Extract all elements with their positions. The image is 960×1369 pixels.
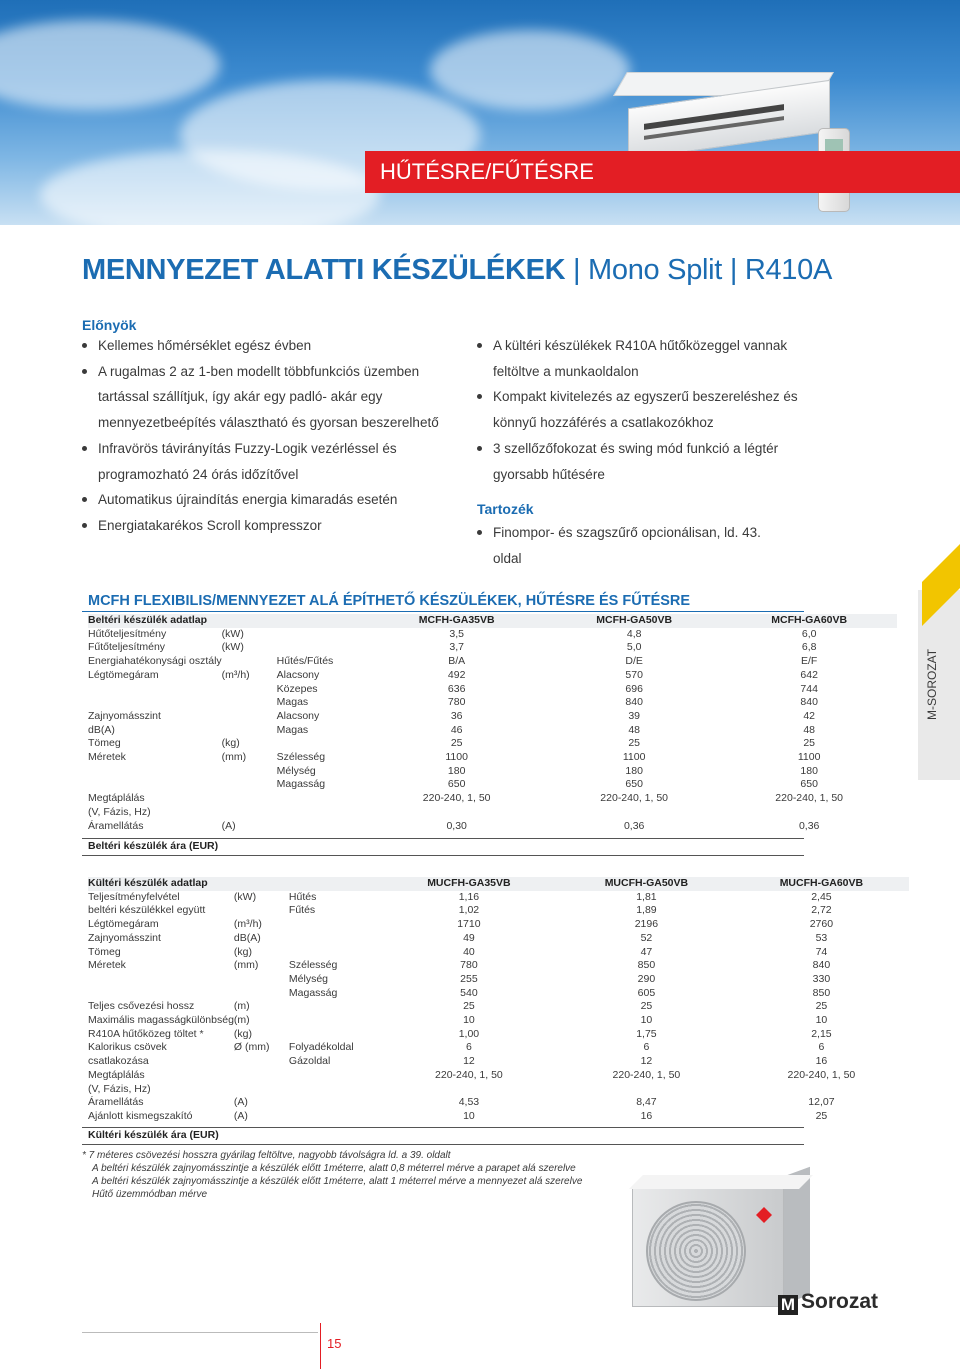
table-title: MCFH FLEXIBILIS/MENNYEZET ALÁ ÉPÍTHETŐ KÉSZÜLÉKEK, HŰTÉSRE ÉS FŰTÉSRE [88,593,691,609]
table-cell [222,696,277,710]
table-cell: 650 [447,778,466,791]
table-cell: 840 [800,696,818,709]
header-cell: Beltéri készülék adatlap [88,614,222,628]
table-cell [547,806,722,820]
indoor-unit-image [620,72,825,152]
table-cell: 1,16 [458,890,480,903]
table-cell: 220-240, 1, 50 [787,1068,856,1081]
table-cell: D/E [625,655,643,668]
header-cell: Kültéri készülék adatlap [88,877,234,891]
table-cell: 6,0 [801,627,817,640]
table-cell: Légtömegáram [88,918,159,931]
table-cell [289,1028,379,1042]
table-cell: 36 [450,709,463,722]
table-cell [88,683,222,697]
table-cell: 696 [625,682,643,695]
footer-divider [82,1332,318,1333]
table-cell: 2196 [634,918,659,931]
table-cell: 1100 [622,751,646,764]
table-row [88,1055,909,1069]
table-cell [222,683,277,697]
table-cell: Energiahatékonysági osztály [88,655,222,668]
header-cell: MCFH-GA35VB [367,614,547,628]
page-title: MENNYEZET ALATTI KÉSZÜLÉKEK | Mono Split | R410A [82,254,832,286]
table-row [88,710,897,724]
table-cell: 650 [800,778,818,791]
table-row [88,891,909,905]
table-cell [277,792,367,806]
table-cell: 49 [463,931,475,944]
table-cell: Magasság [288,986,338,999]
table-cell: Ø (mm) [233,1041,270,1054]
table-cell: 25 [450,737,463,750]
header-cell: MCFH-GA60VB [722,614,897,628]
table-cell: 180 [625,764,643,777]
table-cell: (V, Fázis, Hz) [88,1082,151,1095]
table-cell: Fűtőteljesítmény [88,641,166,654]
page-number: 15 [327,1336,342,1351]
table-cell: Mélység [276,764,316,777]
table-cell: 3,5 [449,627,464,640]
side-tab-label: M-SOROZAT [925,648,939,720]
table-cell: Áramellátás [88,1096,144,1109]
table-cell: 10 [463,1014,475,1027]
table-cell: Maximális magasságkülönbség [88,1014,234,1027]
table-row [88,946,909,960]
table-cell: Légtömegáram [88,668,159,681]
table-cell: Szélesség [276,751,326,764]
table-row [88,765,897,779]
header-cell: MCFH-GA50VB [547,614,722,628]
table-cell: Alacsony [276,709,320,722]
table-cell: (kg) [233,1027,252,1040]
table-cell: (A) [233,1109,248,1122]
table-cell: 6 [465,1041,472,1054]
table-cell: dB(A) [233,931,261,944]
table-row [88,973,909,987]
table-cell: Mélység [288,972,329,985]
table-cell: 840 [812,959,831,972]
table-cell: (m³/h) [233,918,262,931]
table-cell [234,1055,289,1069]
accessories-list [477,520,777,571]
table-row [88,820,897,834]
table-row [88,932,909,946]
table-cell: Áramellátás [88,819,144,832]
header-cell [289,877,379,891]
table-cell: 5,0 [626,641,642,654]
table-cell: 46 [450,723,463,736]
table-cell: Ajánlott kismegszakító [88,1109,193,1122]
list-item: 3 szellőzőfokozat és swing mód funkció a légtér gyorsabb hűtésére [477,436,807,487]
table-cell: 1,02 [458,904,480,917]
table-cell: 636 [447,682,466,695]
table-cell: 650 [625,778,643,791]
table-cell: Gázoldal [288,1055,331,1068]
footnote: A beltéri készülék zajnyomásszintje a készülék előtt 1méterre, alatt 1 méterrel mérve a mennyezet alá szerelve [92,1176,583,1187]
table-row [88,737,897,751]
table-cell: 48 [803,723,816,736]
table-cell: 180 [447,764,466,777]
table-cell: 1,00 [458,1027,480,1040]
list-item: Energiatakarékos Scroll kompresszor [82,513,442,539]
table-cell: 4,8 [626,627,642,640]
table-cell [222,792,277,806]
table-cell [222,655,277,669]
table-row [88,669,897,683]
table-cell: 40 [463,945,475,958]
table-cell: (V, Fázis, Hz) [88,805,151,818]
header-cell: MUCFH-GA50VB [559,877,734,891]
table-cell [289,918,379,932]
table-cell: 25 [803,737,816,750]
table-row [88,1014,909,1028]
table-cell: 6 [818,1041,825,1054]
table-cell: 290 [637,972,656,985]
table-cell: (kW) [221,627,244,640]
table-cell: (kg) [233,945,252,958]
table-cell [277,820,367,834]
table-cell: 0,36 [798,819,820,832]
list-item: Automatikus újraindítás energia kimaradás esetén [82,487,442,513]
table-cell: (mm) [233,959,259,972]
table-row [88,1028,909,1042]
table-cell: 1100 [797,751,821,764]
list-item: A kültéri készülékek R410A hűtőközeggel vannak feltöltve a munkaoldalon [477,333,807,384]
table-row [88,724,897,738]
table-cell: 540 [460,986,478,999]
table-row [88,655,897,669]
list-item: Kellemes hőmérséklet egész évben [82,333,442,359]
header-cell [277,614,367,628]
footnote: A beltéri készülék zajnyomásszintje a készülék előtt 1méterre, alatt 0,8 méterrel mérve a parapet alá szerelve [92,1163,576,1174]
table-cell: 2,15 [811,1027,832,1040]
table-cell: 0,36 [623,819,645,832]
category-banner: HŰTÉSRE/FŰTÉSRE [365,151,960,193]
table-row [88,792,897,806]
table-cell: 52 [640,931,653,944]
table-cell: Tömeg [88,737,121,750]
table-cell: 220-240, 1, 50 [612,1068,681,1081]
table-row [88,628,897,642]
table-cell [277,628,367,642]
list-item: Infravörös távirányítás Fuzzy-Logik vezérléssel és programozható 24 órás időzítővel [82,436,442,487]
footnote: Hűtő üzemmódban mérve [92,1189,208,1200]
table-cell: 39 [628,709,641,722]
table-cell: 605 [637,986,656,999]
table-cell [88,778,222,792]
table-cell: Zajnyomásszint [88,931,161,944]
table-cell: 6 [643,1041,650,1054]
table-cell: 12 [640,1055,653,1068]
table-cell: B/A [448,655,466,668]
table-cell [88,987,234,1001]
table-cell: (m) [233,1000,250,1013]
footnote: * 7 méteres csövezési hosszra gyárilag feltöltve, nagyobb távolságra ld. a 39. oldalt [82,1150,451,1161]
footnotes [82,1149,582,1201]
table-cell: 1100 [445,751,468,764]
table-cell: (m) [233,1014,250,1027]
table-cell: 2760 [809,918,834,931]
table-cell: 1710 [457,918,481,931]
table-cell [559,1083,734,1097]
table-cell: 840 [625,696,643,709]
table-cell: 255 [460,972,478,985]
table-cell: 220-240, 1, 50 [422,792,491,805]
table-cell: (kW) [221,641,244,654]
table-cell: 1,81 [636,890,657,903]
table-cell [367,806,547,820]
table-cell: 850 [637,959,656,972]
table-cell [234,904,289,918]
table-cell [734,1083,909,1097]
advantages-title: Előnyök [82,317,137,333]
table-cell: 16 [815,1055,828,1068]
table-cell: 220-240, 1, 50 [775,792,844,805]
table-cell: 12 [463,1055,475,1068]
table-cell [222,765,277,779]
table-row [88,1083,909,1097]
table-cell: 780 [447,696,466,709]
table-cell: 642 [800,668,818,681]
table-row [88,1096,909,1110]
table-cell: 47 [640,945,653,958]
table-cell [289,1083,379,1097]
table-cell: (mm) [221,751,247,764]
table-cell: Méretek [88,959,126,972]
table-cell: E/F [801,655,818,668]
table-cell: Magas [276,723,309,736]
table-cell [289,1069,379,1083]
table-header-row [88,614,897,628]
table-row [88,987,909,1001]
table-cell [234,1083,289,1097]
table-cell: Tömeg [88,945,121,958]
indoor-spec-table [88,614,897,833]
table-cell: 10 [640,1014,653,1027]
table-cell: 0,30 [446,819,467,832]
table-cell: 4,53 [458,1096,480,1109]
table-cell: 25 [463,1000,475,1013]
table-cell [289,1096,379,1110]
table-row [88,683,897,697]
table-cell: (A) [221,819,236,832]
m-sorozat-logo: M Sorozat [778,1290,878,1315]
table-row [88,1041,909,1055]
table-cell [277,737,367,751]
table-cell: 16 [640,1109,653,1122]
table-cell [222,778,277,792]
table-cell: 3,7 [449,641,464,654]
table-cell [289,1014,379,1028]
table-cell: 25 [815,1109,828,1122]
table-cell [289,946,379,960]
table-cell: 12,07 [808,1096,835,1109]
table-cell: dB(A) [88,723,115,736]
table-cell: 10 [463,1109,475,1122]
table-cell: 744 [800,682,818,695]
table-cell: 2,72 [811,904,832,917]
table-row [88,959,909,973]
table-row [88,751,897,765]
table-cell: 850 [812,986,831,999]
accessories-title: Tartozék [477,501,534,517]
header-cell [222,614,277,628]
table-cell: Folyadékoldal [288,1041,354,1054]
header-cell [234,877,289,891]
table-cell: Magas [276,696,309,709]
table-cell: 570 [625,668,643,681]
table-row [88,778,897,792]
table-cell: Fűtés [288,904,316,917]
table-cell: beltéri készülékkel együtt [88,904,206,917]
table-row [88,904,909,918]
table-cell: Zajnyomásszint [88,709,161,722]
divider [82,611,804,612]
advantages-list-right [477,333,807,487]
outdoor-spec-table [88,877,909,1124]
table-cell: 25 [640,1000,653,1013]
table-cell: Hűtés/Fűtés [276,655,334,668]
table-cell: 2,45 [811,890,832,903]
table-cell [722,806,897,820]
table-cell [234,987,289,1001]
table-cell: Hűtés [288,890,317,903]
table-row [88,641,897,655]
table-cell: 48 [628,723,641,736]
table-cell: 53 [815,931,828,944]
list-item: Finompor- és szagszűrő opcionálisan, ld. 43. oldal [477,520,777,571]
table-cell: Szélesség [288,959,338,972]
table-cell [289,1110,379,1124]
table-cell: 180 [800,764,818,777]
table-cell: (A) [233,1096,248,1109]
table-cell: (kg) [221,737,240,750]
table-cell: 74 [815,945,828,958]
table-cell [289,1000,379,1014]
table-row [88,1069,909,1083]
outdoor-price-label: Kültéri készülék ára (EUR) [88,1129,219,1141]
advantages-list-left [82,333,442,539]
table-cell: (kW) [233,890,257,903]
table-cell: 6,8 [801,641,817,654]
table-cell: Közepes [276,682,318,695]
list-item: A rugalmas 2 az 1-ben modellt többfunkciós üzemben tartással szállítjuk, így akár egy padló- akár egy mennyezetbeépítés választható és gyorsan beszerelhető [82,359,442,436]
table-cell [379,1083,559,1097]
table-row [88,696,897,710]
table-cell: 220-240, 1, 50 [600,792,669,805]
table-cell: Megtáplálás [88,792,145,805]
table-cell: 780 [460,959,478,972]
table-cell [222,806,277,820]
table-cell: 1,89 [636,904,657,917]
table-cell: 492 [447,668,466,681]
table-cell: 1,75 [636,1027,657,1040]
table-row [88,1110,909,1124]
page-number-rule [320,1323,321,1369]
table-cell [88,973,234,987]
table-cell: 25 [628,737,641,750]
table-row [88,806,897,820]
table-cell: 220-240, 1, 50 [435,1068,503,1081]
table-cell [289,932,379,946]
table-cell [234,1069,289,1083]
table-cell [88,765,222,779]
table-cell: (m³/h) [221,668,250,681]
table-cell: Hűtőteljesítmény [88,627,167,640]
table-cell [222,710,277,724]
table-cell: Megtáplálás [88,1068,145,1081]
table-row [88,1000,909,1014]
table-cell: Kalorikus csövek [88,1041,167,1054]
table-cell: Magasság [276,778,326,791]
table-cell [222,724,277,738]
indoor-price-label: Beltéri készülék ára (EUR) [88,840,219,852]
table-cell: 330 [812,972,831,985]
table-cell [88,696,222,710]
table-cell: Méretek [88,751,126,764]
table-row [88,918,909,932]
table-cell: 25 [815,1000,828,1013]
table-cell: csatlakozása [88,1055,149,1068]
table-cell: Alacsony [276,668,320,681]
table-cell: 8,47 [636,1096,657,1109]
header-cell: MUCFH-GA35VB [379,877,559,891]
table-cell [277,641,367,655]
list-item: Kompakt kivitelezés az egyszerű beszereléshez és könnyű hozzáférés a csatlakozókhoz [477,384,807,435]
table-cell [234,973,289,987]
table-cell [277,806,367,820]
table-header-row [88,877,909,891]
table-cell: Teljes csővezési hossz [88,1000,195,1013]
table-cell: 42 [803,709,816,722]
header-cell: MUCFH-GA60VB [734,877,909,891]
table-cell: Teljesítményfelvétel [88,890,180,903]
table-cell: R410A hűtőközeg töltet * [88,1027,204,1040]
table-cell: 10 [815,1014,828,1027]
